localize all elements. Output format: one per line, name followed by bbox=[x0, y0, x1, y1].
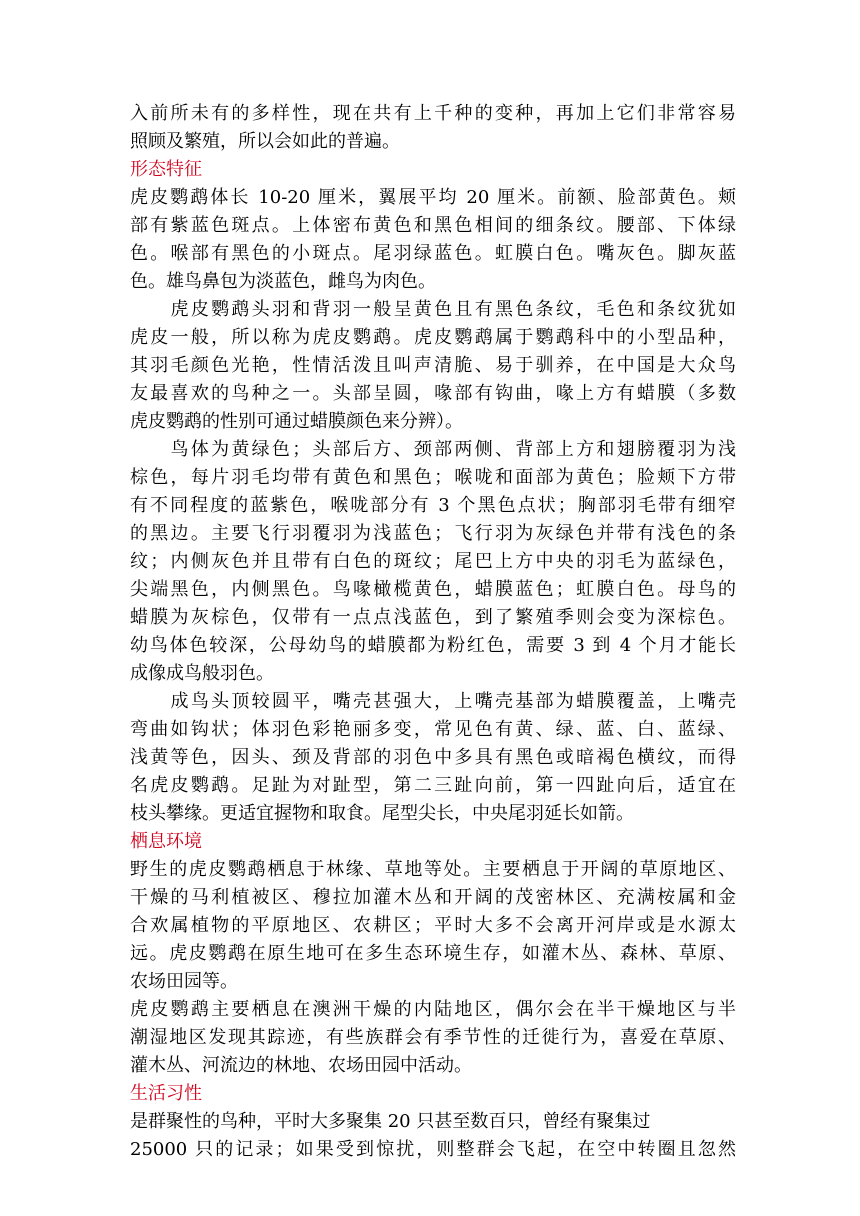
text-line: 浅黄等色，因头、颈及背部的羽色中多具有黑色或暗褐色横纹，而得 bbox=[130, 747, 736, 768]
text-line: 潮湿地区发现其踪迹，有些族群会有季节性的迁徙行为，喜爱在草原、 bbox=[130, 1027, 736, 1048]
text-line: 灌木丛、河流边的林地、农场田园中活动。 bbox=[130, 1055, 472, 1076]
habitat-paragraph-1 bbox=[130, 856, 736, 996]
text-line: 其羽毛颜色光艳，性情活泼且叫声清脆、易于驯养，在中国是大众鸟 bbox=[130, 355, 736, 376]
text-line: 有不同程度的蓝紫色，喉咙部分有 3 个黑色点状；胸部羽毛带有细窄 bbox=[130, 495, 736, 516]
text-line: 棕色，每片羽毛均带有黄色和黑色；喉咙和面部为黄色；脸颊下方带 bbox=[130, 467, 736, 488]
text-line: 色。雄鸟鼻包为淡蓝色，雌鸟为肉色。 bbox=[130, 271, 436, 292]
text-line: 友最喜欢的鸟种之一。头部呈圆，喙部有钩曲，喙上方有蜡膜（多数 bbox=[130, 383, 736, 404]
text-line: 纹；内侧灰色并且带有白色的斑纹；尾巴上方中央的羽毛为蓝绿色， bbox=[130, 551, 736, 572]
text-line: 成鸟头顶较圆平，嘴壳甚强大，上嘴壳基部为蜡膜覆盖，上嘴壳 bbox=[130, 691, 736, 712]
section-heading-morphology: 形态特征 bbox=[130, 159, 202, 180]
document-page bbox=[130, 100, 736, 1164]
text-line: 的黑边。主要飞行羽覆羽为浅蓝色；飞行羽为灰绿色并带有浅色的条 bbox=[130, 523, 736, 544]
text-line: 色。喉部有黑色的小斑点。尾羽绿蓝色。虹膜白色。嘴灰色。脚灰蓝 bbox=[130, 243, 736, 264]
text-line: 合欢属植物的平原地区、农耕区；平时大多不会离开河岸或是水源太 bbox=[130, 915, 736, 936]
morphology-paragraph-2 bbox=[130, 296, 736, 436]
habits-paragraph-1 bbox=[130, 1108, 736, 1164]
morphology-paragraph-3 bbox=[130, 436, 736, 688]
text-line: 部有紫蓝色斑点。上体密布黄色和黑色相间的细条纹。腰部、下体绿 bbox=[130, 215, 736, 236]
text-line: 尖端黑色，内侧黑色。鸟喙橄榄黄色，蜡膜蓝色；虹膜白色。母鸟的 bbox=[130, 579, 736, 600]
text-line: 虎皮鹦鹉的性别可通过蜡膜颜色来分辨）。 bbox=[130, 411, 463, 432]
text-line: 弯曲如钩状；体羽色彩艳丽多变，常见色有黄、绿、蓝、白、蓝绿、 bbox=[130, 719, 736, 740]
intro-paragraph bbox=[130, 100, 736, 156]
text-line: 25000 只的记录；如果受到惊扰，则整群会飞起，在空中转圈且忽然 bbox=[130, 1139, 736, 1160]
text-line: 野生的虎皮鹦鹉栖息于林缘、草地等处。主要栖息于开阔的草原地区、 bbox=[130, 859, 736, 880]
text-line: 照顾及繁殖，所以会如此的普遍。 bbox=[130, 131, 400, 152]
text-line: 枝头攀缘。更适宜握物和取食。尾型尖长，中央尾羽延长如箭。 bbox=[130, 803, 634, 824]
text-line: 鸟体为黄绿色；头部后方、颈部两侧、背部上方和翅膀覆羽为浅 bbox=[130, 439, 736, 460]
morphology-paragraph-1 bbox=[130, 184, 736, 296]
text-line: 入前所未有的多样性，现在共有上千种的变种，再加上它们非常容易 bbox=[130, 103, 736, 124]
text-line: 成像成鸟般羽色。 bbox=[130, 663, 274, 684]
text-line: 干燥的马利植被区、穆拉加灌木丛和开阔的茂密林区、充满桉属和金 bbox=[130, 887, 736, 908]
text-line: 名虎皮鹦鹉。足趾为对趾型，第二三趾向前，第一四趾向后，适宜在 bbox=[130, 775, 736, 796]
text-line: 远。虎皮鹦鹉在原生地可在多生态环境生存，如灌木丛、森林、草原、 bbox=[130, 943, 736, 964]
text-line: 农场田园等。 bbox=[130, 971, 238, 992]
text-line: 蜡膜为灰棕色，仅带有一点点浅蓝色，到了繁殖季则会变为深棕色。 bbox=[130, 607, 736, 628]
text-line: 虎皮一般，所以称为虎皮鹦鹉。虎皮鹦鹉属于鹦鹉科中的小型品种， bbox=[130, 327, 736, 348]
text-line: 幼鸟体色较深，公母幼鸟的蜡膜都为粉红色，需要 3 到 4 个月才能长 bbox=[130, 635, 736, 656]
morphology-paragraph-4 bbox=[130, 688, 736, 828]
text-line: 是群聚性的鸟种，平时大多聚集 20 只甚至数百只，曾经有聚集过 bbox=[130, 1111, 651, 1132]
habitat-paragraph-2 bbox=[130, 996, 736, 1080]
section-heading-habitat: 栖息环境 bbox=[130, 831, 202, 852]
text-line: 虎皮鹦鹉主要栖息在澳洲干燥的内陆地区，偶尔会在半干燥地区与半 bbox=[130, 999, 736, 1020]
section-heading-habits: 生活习性 bbox=[130, 1083, 202, 1104]
text-line: 虎皮鹦鹉体长 10-20 厘米，翼展平均 20 厘米。前额、脸部黄色。颊 bbox=[130, 187, 736, 208]
text-line: 虎皮鹦鹉头羽和背羽一般呈黄色且有黑色条纹，毛色和条纹犹如 bbox=[130, 299, 736, 320]
